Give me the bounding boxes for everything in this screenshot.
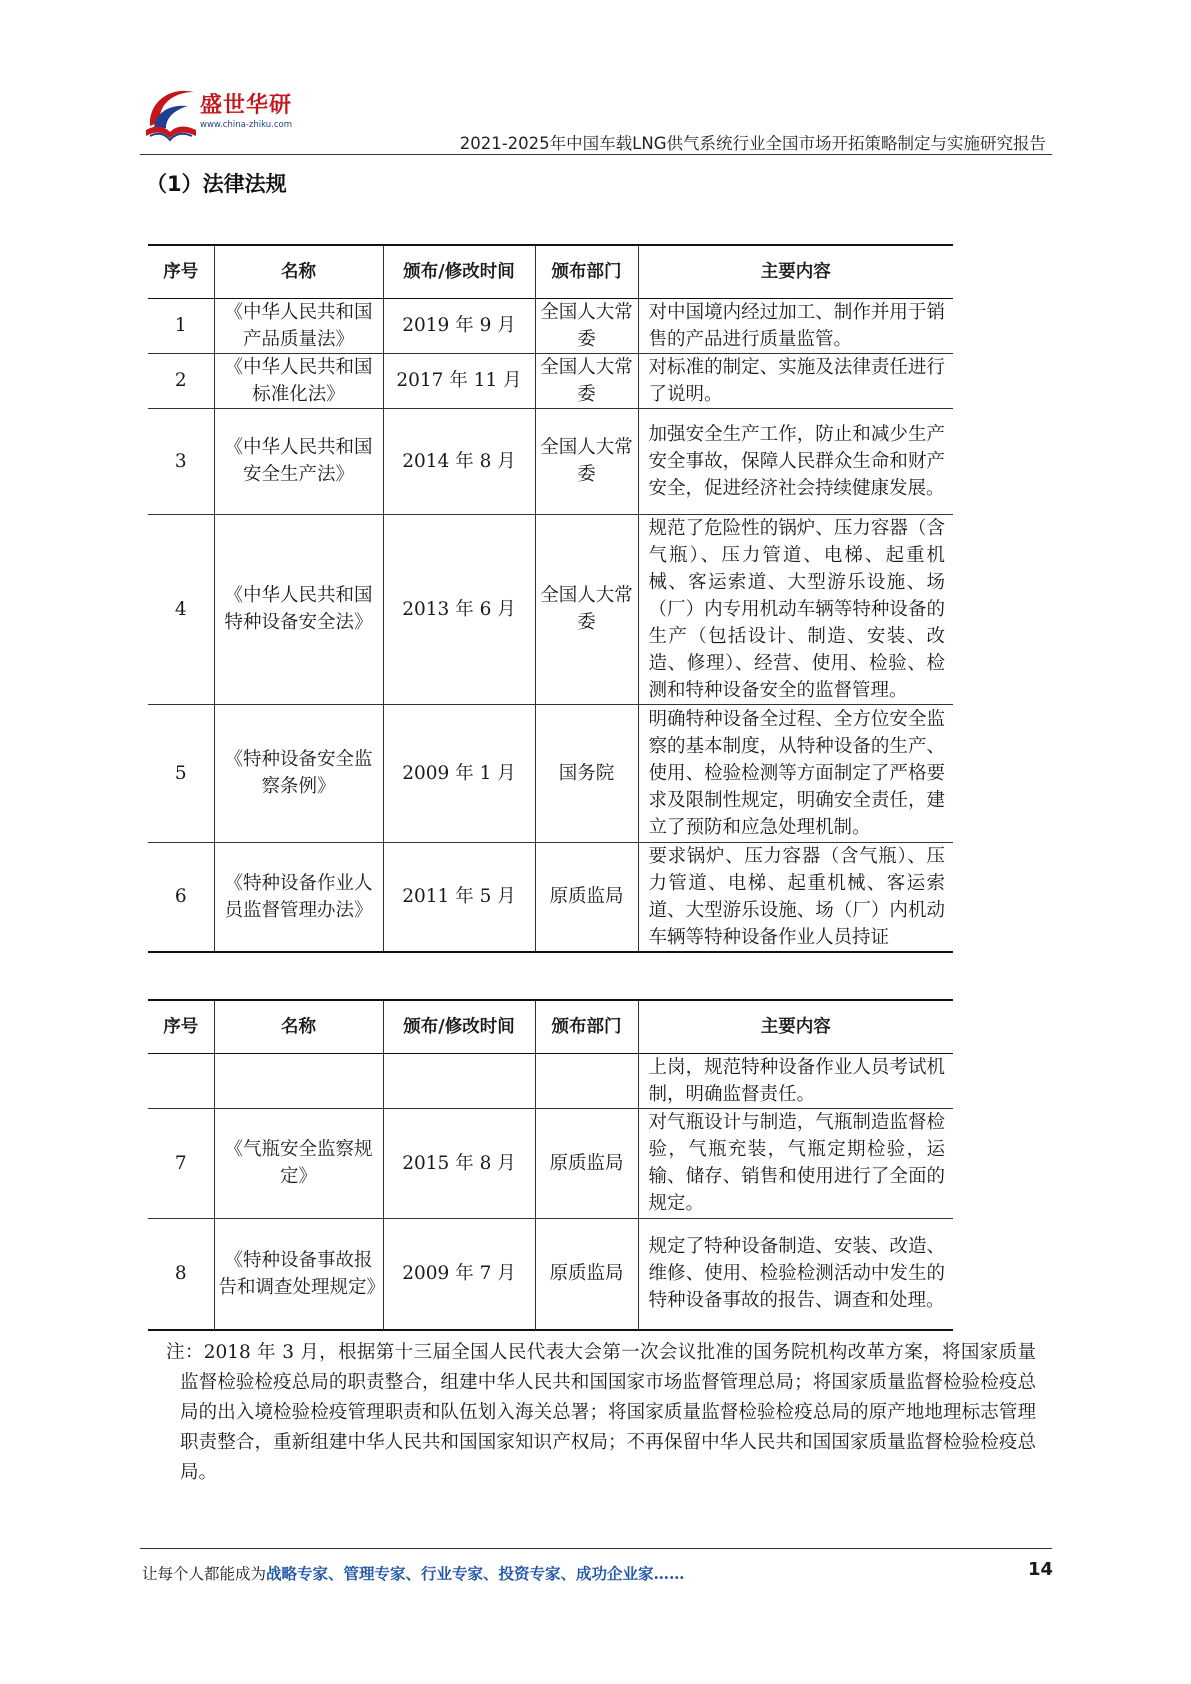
logo-url: www.china-zhiku.com [200, 120, 292, 130]
header-no: 序号 [148, 1000, 214, 1053]
header-name: 名称 [214, 245, 383, 298]
header-name: 名称 [214, 1000, 383, 1053]
logo-book-icon [140, 82, 200, 144]
table-row [148, 514, 953, 704]
row-content: 上岗，规范特种设备作业人员考试机制，明确监督责任。 [638, 1053, 953, 1108]
row-name: 《气瓶安全监察规定》 [214, 1108, 383, 1218]
row-no: 6 [148, 842, 214, 952]
row-content: 对气瓶设计与制造，气瓶制造监督检验，气瓶充装，气瓶定期检验，运输、储存、销售和使用进行了全面的规定。 [638, 1108, 953, 1218]
row-no: 5 [148, 704, 214, 842]
row-dept: 全国人大常委 [535, 408, 638, 514]
regulations-table-part1 [148, 244, 953, 953]
regulations-table-part2 [148, 999, 953, 1331]
header-content: 主要内容 [638, 1000, 953, 1053]
row-dept: 原质监局 [535, 1218, 638, 1330]
row-name: 《中华人民共和国产品质量法》 [214, 298, 383, 353]
row-content: 对标准的制定、实施及法律责任进行了说明。 [638, 353, 953, 408]
table-row [148, 353, 953, 408]
table-header-row [148, 245, 953, 298]
table-row [148, 842, 953, 952]
row-content: 要求锅炉、压力容器（含气瓶）、压力管道、电梯、起重机械、客运索道、大型游乐设施、场（厂）内机动车辆等特种设备作业人员持证 [638, 842, 953, 952]
company-logo [140, 78, 340, 144]
row-name: 《中华人民共和国标准化法》 [214, 353, 383, 408]
row-date [383, 1053, 535, 1108]
row-name: 《特种设备安全监察条例》 [214, 704, 383, 842]
page-number: 14 [1027, 1559, 1053, 1580]
header-dept: 颁布部门 [535, 245, 638, 298]
row-dept [535, 1053, 638, 1108]
header-no: 序号 [148, 245, 214, 298]
row-no: 1 [148, 298, 214, 353]
table-row [148, 1218, 953, 1330]
header-rule [140, 154, 1052, 155]
section-title: （1）法律法规 [146, 172, 287, 196]
row-no: 3 [148, 408, 214, 514]
row-date: 2009 年 1 月 [383, 704, 535, 842]
page-header [140, 78, 1052, 156]
report-title: 2021-2025年中国车载LNG供气系统行业全国市场开拓策略制定与实施研究报告 [459, 134, 1046, 153]
row-no: 4 [148, 514, 214, 704]
table-row [148, 1108, 953, 1218]
row-no: 8 [148, 1218, 214, 1330]
row-content: 加强安全生产工作，防止和减少生产安全事故，保障人民群众生命和财产安全，促进经济社会持续健康发展。 [638, 408, 953, 514]
row-name: 《特种设备作业人员监督管理办法》 [214, 842, 383, 952]
row-dept: 全国人大常委 [535, 353, 638, 408]
slogan-highlight: 战略专家、管理专家、行业专家、投资专家、成功企业家…… [266, 1564, 685, 1583]
table-row [148, 1053, 953, 1108]
footer-rule [140, 1548, 1052, 1549]
row-no: 2 [148, 353, 214, 408]
header-date: 颁布/修改时间 [383, 1000, 535, 1053]
row-name: 《中华人民共和国特种设备安全法》 [214, 514, 383, 704]
row-date: 2017 年 11 月 [383, 353, 535, 408]
row-content: 明确特种设备全过程、全方位安全监察的基本制度，从特种设备的生产、使用、检验检测等方面制定了严格要求及限制性规定，明确安全责任，建立了预防和应急处理机制。 [638, 704, 953, 842]
row-dept: 国务院 [535, 704, 638, 842]
row-content: 规定了特种设备制造、安装、改造、维修、使用、检验检测活动中发生的特种设备事故的报告、调查和处理。 [638, 1218, 953, 1330]
row-date: 2011 年 5 月 [383, 842, 535, 952]
row-date: 2014 年 8 月 [383, 408, 535, 514]
logo-name: 盛世华研 [200, 93, 293, 118]
row-no: 7 [148, 1108, 214, 1218]
row-dept: 原质监局 [535, 1108, 638, 1218]
row-no [148, 1053, 214, 1108]
header-dept: 颁布部门 [535, 1000, 638, 1053]
row-dept: 全国人大常委 [535, 514, 638, 704]
row-dept: 原质监局 [535, 842, 638, 952]
footer-slogan [142, 1562, 685, 1584]
row-content: 规范了危险性的锅炉、压力容器（含气瓶）、压力管道、电梯、起重机械、客运索道、大型游乐设施、场（厂）内专用机动车辆等特种设备的生产（包括设计、制造、安装、改造、修理）、经营、使用、检验、检测和特种设备安全的监督管理。 [638, 514, 953, 704]
row-name [214, 1053, 383, 1108]
row-name: 《特种设备事故报告和调查处理规定》 [214, 1218, 383, 1330]
table-note: 注：2018 年 3 月，根据第十三届全国人民代表大会第一次会议批准的国务院机构改革方案，将国家质量监督检验检疫总局的职责整合，组建中华人民共和国国家市场监督管理总局；将国家质量监督检验检疫总局的出入境检验检疫管理职责和队伍划入海关总署；将国家质量监督检验检疫总局的原产地地理标志管理职责整合，重新组建中华人民共和国国家知识产权局；不再保留中华人民共和国国家质量监督检验检疫总局。 [166, 1342, 1036, 1483]
row-name: 《中华人民共和国安全生产法》 [214, 408, 383, 514]
table-row [148, 298, 953, 353]
row-date: 2009 年 7 月 [383, 1218, 535, 1330]
header-date: 颁布/修改时间 [383, 245, 535, 298]
row-content: 对中国境内经过加工、制作并用于销售的产品进行质量监管。 [638, 298, 953, 353]
row-dept: 全国人大常委 [535, 298, 638, 353]
row-date: 2013 年 6 月 [383, 514, 535, 704]
table-header-row [148, 1000, 953, 1053]
row-date: 2019 年 9 月 [383, 298, 535, 353]
table-row [148, 408, 953, 514]
row-date: 2015 年 8 月 [383, 1108, 535, 1218]
header-content: 主要内容 [638, 245, 953, 298]
slogan-prefix: 让每个人都能成为 [142, 1565, 267, 1583]
table-row [148, 704, 953, 842]
